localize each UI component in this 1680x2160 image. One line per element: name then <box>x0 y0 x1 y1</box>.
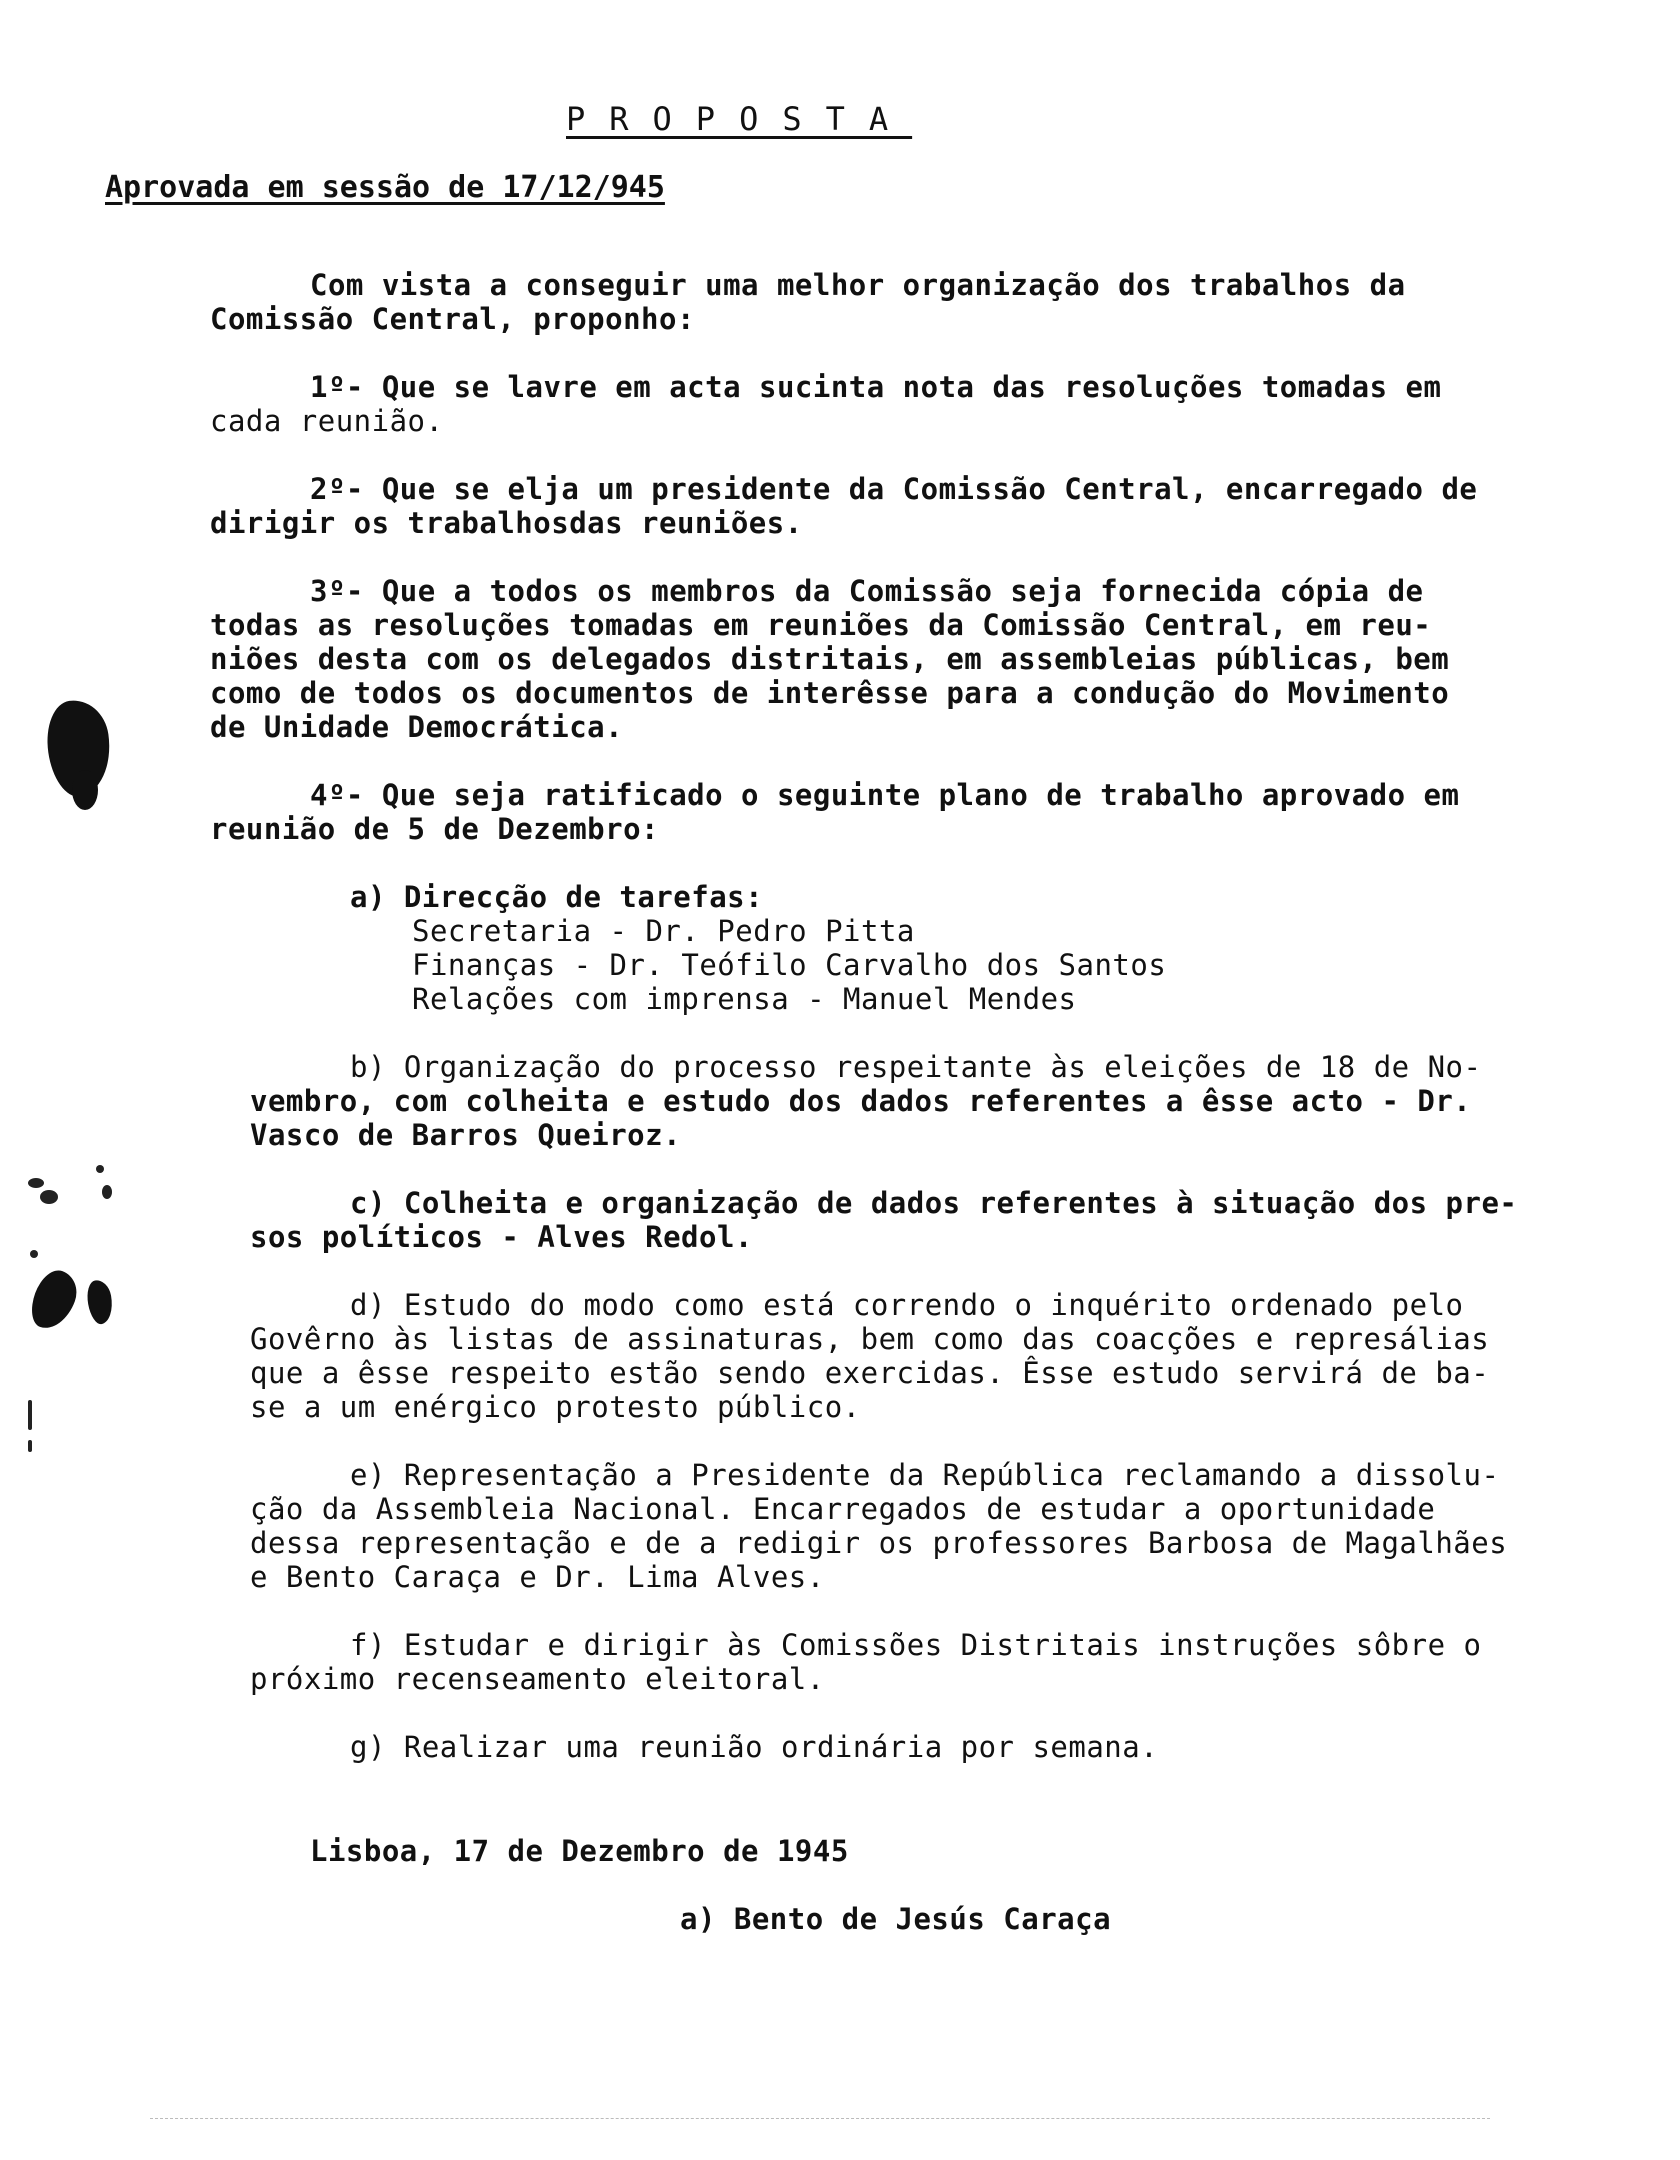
ink-speck <box>28 1400 32 1430</box>
ink-blot <box>84 1278 115 1325</box>
item-g-line-1: g) Realizar uma reunião ordinária por semana. <box>350 1730 1159 1764</box>
item-f-line-1: f) Estudar e dirigir às Comissões Distritais instruções sôbre o <box>350 1628 1482 1662</box>
item-c-line-2: sos políticos - Alves Redol. <box>250 1220 753 1254</box>
item-d-line-2: Govêrno às listas de assinaturas, bem como das coacções e represálias <box>250 1322 1490 1356</box>
scan-edge-line <box>150 2118 1490 2119</box>
ink-speck <box>28 1440 32 1452</box>
proposal-2-line-2: dirigir os trabalhosdas reuniões. <box>210 506 803 540</box>
item-f-line-2: próximo recenseamento eleitoral. <box>250 1662 825 1696</box>
item-c-line-1: c) Colheita e organização de dados referentes à situação dos pre- <box>350 1186 1518 1220</box>
item-b-line-1: b) Organização do processo respeitante às eleições de 18 de No- <box>350 1050 1482 1084</box>
place-date: Lisboa, 17 de Dezembro de 1945 <box>310 1834 849 1868</box>
proposal-3-line-1: 3º- Que a todos os membros da Comissão seja fornecida cópia de <box>310 574 1424 608</box>
proposal-3-line-4: como de todos os documentos de interêsse para a condução do Movimento <box>210 676 1450 710</box>
ink-blot <box>72 770 98 810</box>
item-b-line-3: Vasco de Barros Queiroz. <box>250 1118 682 1152</box>
item-a-line-3: Finanças - Dr. Teófilo Carvalho dos Santos <box>412 948 1167 982</box>
ink-speck <box>40 1190 58 1204</box>
signature: a) Bento de Jesús Caraça <box>680 1902 1112 1936</box>
ink-speck <box>96 1165 104 1173</box>
proposal-3-line-3: niões desta com os delegados distritais, em assembleias públicas, bem <box>210 642 1450 676</box>
item-a-line-1: a) Direcção de tarefas: <box>350 880 764 914</box>
item-d-line-1: d) Estudo do modo como está correndo o inquérito ordenado pelo <box>350 1288 1464 1322</box>
proposal-3-line-5: de Unidade Democrática. <box>210 710 624 744</box>
item-e-line-4: e Bento Caraça e Dr. Lima Alves. <box>250 1560 825 1594</box>
item-a-line-2: Secretaria - Dr. Pedro Pitta <box>412 914 915 948</box>
item-e-line-1: e) Representação a Presidente da República reclamando a dissolu- <box>350 1458 1500 1492</box>
intro-line-1: Com vista a conseguir uma melhor organização dos trabalhos da <box>310 268 1406 302</box>
item-a-line-4: Relações com imprensa - Manuel Mendes <box>412 982 1077 1016</box>
proposal-1-line-1: 1º- Que se lavre em acta sucinta nota das resoluções tomadas em <box>310 370 1442 404</box>
ink-speck <box>30 1250 38 1258</box>
intro-line-2: Comissão Central, proponho: <box>210 302 695 336</box>
proposal-4-line-1: 4º- Que seja ratificado o seguinte plano de trabalho aprovado em <box>310 778 1460 812</box>
ink-speck <box>28 1178 44 1188</box>
proposal-4-line-2: reunião de 5 de Dezembro: <box>210 812 659 846</box>
document-title: PROPOSTA <box>566 100 913 138</box>
ink-speck <box>102 1185 112 1199</box>
item-d-line-3: que a êsse respeito estão sendo exercidas. Êsse estudo servirá de ba- <box>250 1356 1490 1390</box>
item-b-line-2: vembro, com colheita e estudo dos dados referentes a êsse acto - Dr. <box>250 1084 1472 1118</box>
ink-blot <box>25 1265 83 1335</box>
item-e-line-2: ção da Assembleia Nacional. Encarregados de estudar a oportunidade <box>250 1492 1436 1526</box>
proposal-2-line-1: 2º- Que se elja um presidente da Comissão Central, encarregado de <box>310 472 1478 506</box>
approval-note: Aprovada em sessão de 17/12/945 <box>105 170 665 205</box>
proposal-3-line-2: todas as resoluções tomadas em reuniões da Comissão Central, em reu- <box>210 608 1432 642</box>
proposal-1-line-2: cada reunião. <box>210 404 444 438</box>
item-e-line-3: dessa representação e de a redigir os professores Barbosa de Magalhães <box>250 1526 1508 1560</box>
item-d-line-4: se a um enérgico protesto público. <box>250 1390 861 1424</box>
